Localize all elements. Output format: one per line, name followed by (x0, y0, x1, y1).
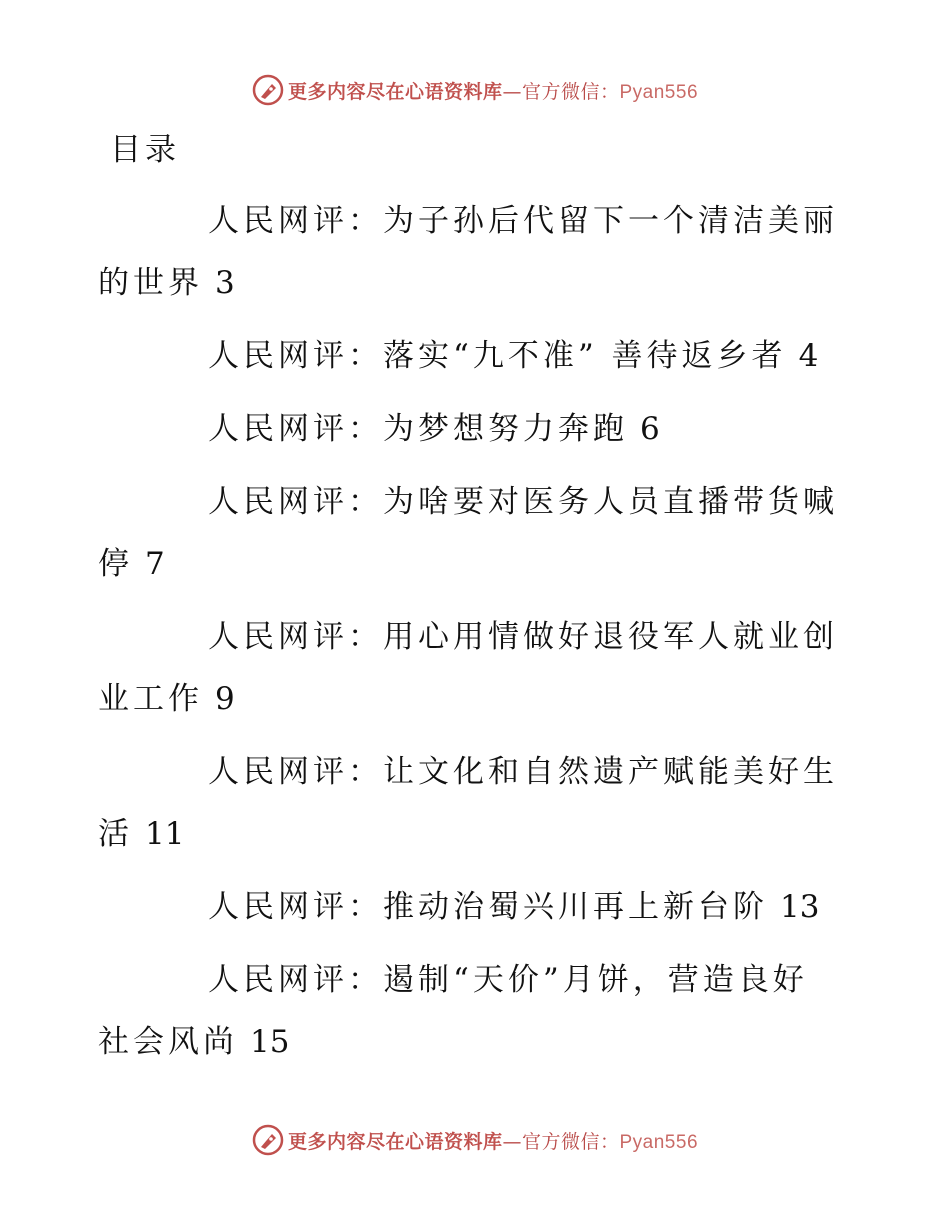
banner-separator: — (502, 80, 522, 103)
toc-entry[interactable] (98, 876, 838, 938)
banner-text (288, 1127, 698, 1154)
pen-nib-logo-icon (252, 74, 284, 106)
banner-main-text: 更多内容尽在心语资料库 (287, 80, 503, 103)
banner-separator: — (502, 1130, 522, 1153)
toc-entry-page: 13 (780, 889, 820, 925)
banner-official-text: 官方微信： (521, 1130, 620, 1153)
toc-entry-page: 6 (640, 411, 660, 447)
pen-nib-logo-icon (252, 1124, 284, 1156)
toc-entry[interactable] (98, 606, 838, 730)
toc-entry-page: 7 (145, 546, 165, 582)
footer-banner (0, 1120, 950, 1160)
toc-entry-page: 15 (250, 1024, 290, 1060)
toc-entry[interactable] (98, 471, 838, 595)
banner-official-text: 官方微信： (521, 80, 620, 103)
toc-entry-text: 人民网评：遏制“天价”月饼，营造良好社会风尚 (98, 962, 808, 1060)
toc-entry-text: 人民网评：用心用情做好退役军人就业创业工作 (98, 619, 838, 717)
toc-entry-text: 人民网评：让文化和自然遗产赋能美好生活 (98, 754, 838, 852)
banner-text (288, 77, 698, 104)
toc-entry-text: 人民网评：推动治蜀兴川再上新台阶 (208, 889, 768, 925)
page-title: 目录 (110, 132, 180, 168)
toc-entry[interactable] (98, 741, 838, 865)
toc-entry-page: 3 (215, 265, 235, 301)
toc-entry-text: 人民网评：落实“九不准” 善待返乡者 (208, 338, 787, 374)
toc-entry[interactable] (98, 190, 838, 314)
banner-wechat-handle: Pyan556 (619, 81, 699, 103)
toc-entry-text: 人民网评：为梦想努力奔跑 (208, 411, 628, 447)
toc-list (98, 190, 838, 1084)
toc-entry[interactable] (98, 398, 838, 460)
toc-entry[interactable] (98, 949, 838, 1073)
banner-wechat-handle: Pyan556 (619, 1131, 699, 1153)
toc-entry-text: 人民网评：为子孙后代留下一个清洁美丽的世界 (98, 203, 838, 301)
toc-entry-page: 9 (215, 681, 235, 717)
toc-entry-page: 11 (145, 816, 185, 852)
toc-entry-text: 人民网评：为啥要对医务人员直播带货喊停 (98, 484, 838, 582)
header-banner (0, 70, 950, 110)
banner-main-text: 更多内容尽在心语资料库 (287, 1130, 503, 1153)
toc-entry[interactable] (98, 325, 838, 387)
toc-entry-page: 4 (798, 338, 819, 374)
